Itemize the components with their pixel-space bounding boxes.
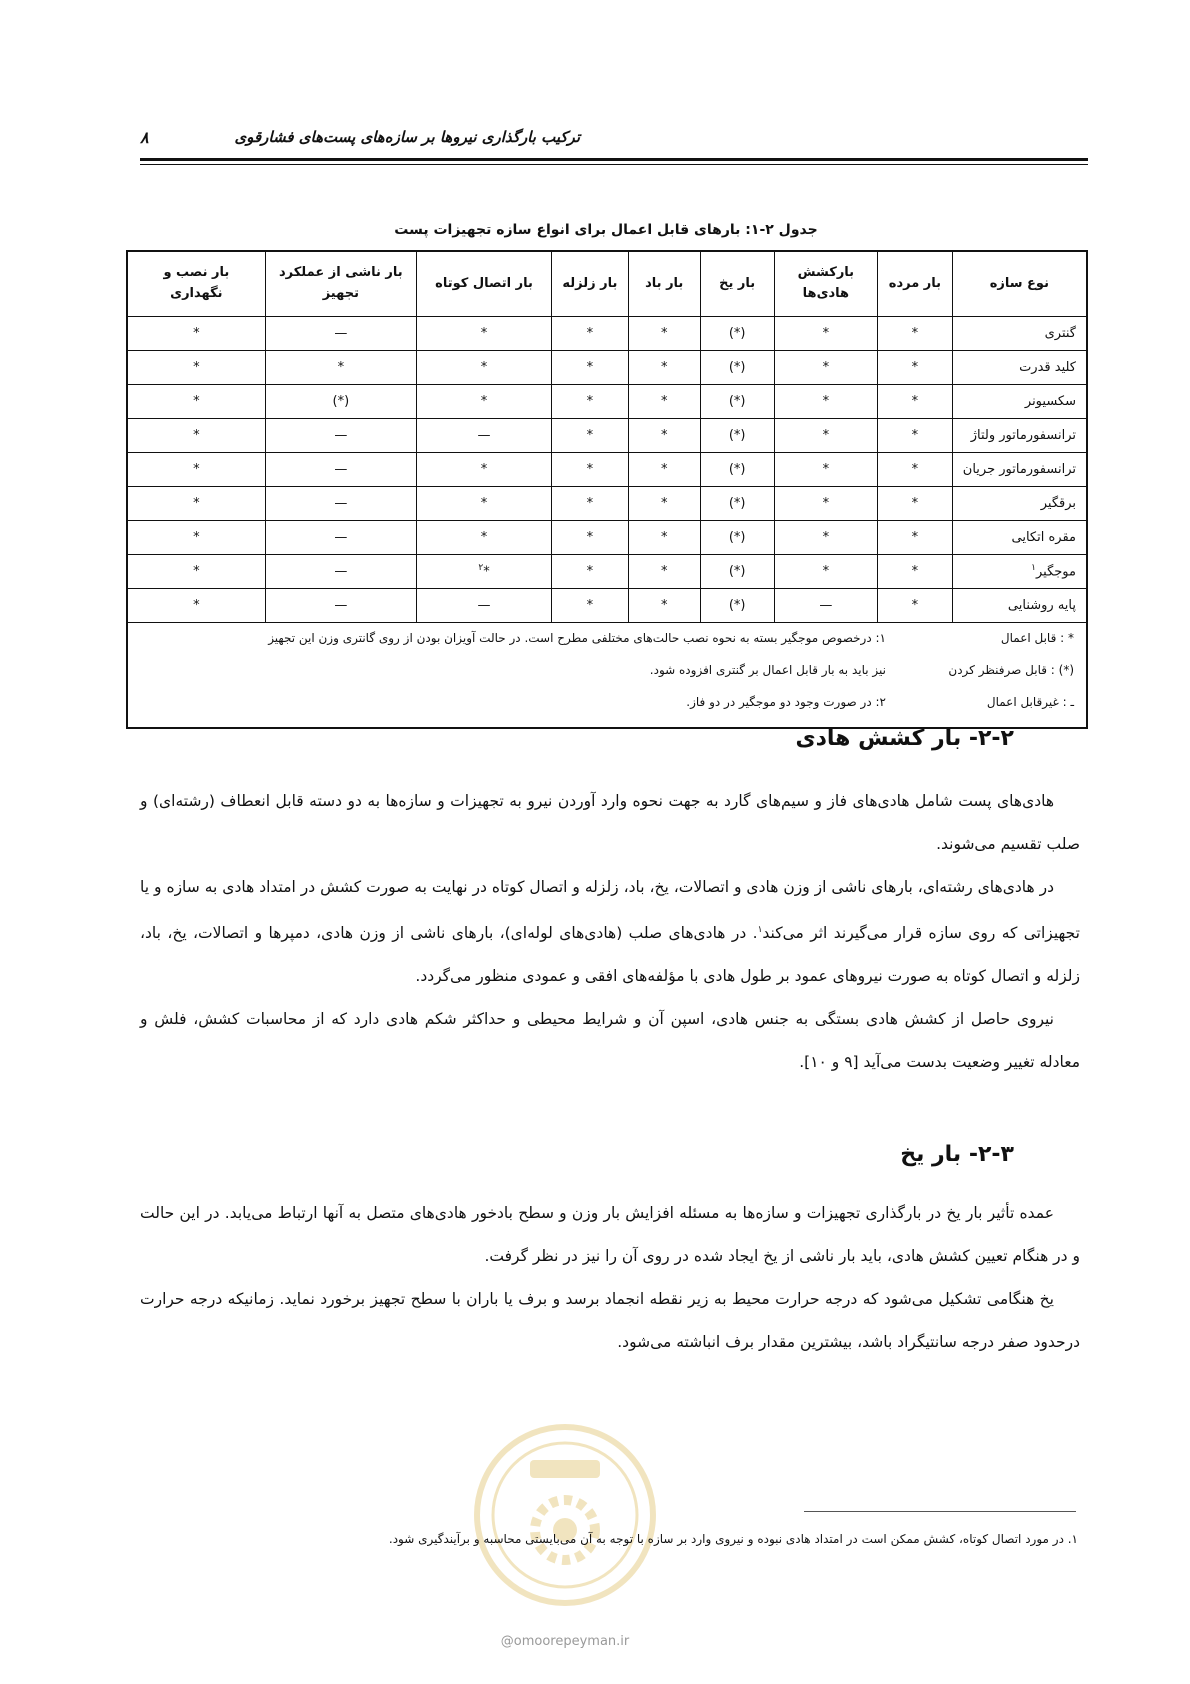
cell-dead: * [878, 453, 952, 487]
cell-wind: * [628, 555, 700, 589]
cell-short-circuit: * [416, 351, 551, 385]
cell-dead: * [878, 317, 952, 351]
paragraph: هادی‌های پست شامل هادی‌های فاز و سیم‌های گارد به جهت نحوه وارد آوردن نیرو به تجهیزات و سازه‌ها به دو دسته قابل انعطاف (رشته‌ای) و صلب تقسیم می‌شوند. [140, 792, 1080, 853]
row-name: پایه روشنایی [952, 589, 1087, 623]
cell-ice: (*) [700, 487, 774, 521]
table-row [127, 385, 1087, 419]
legend-block [128, 623, 1086, 727]
cell-seismic: * [552, 317, 629, 351]
paragraph: نیروی حاصل از کشش هادی بستگی به جنس هادی، اسپن آن و شرایط محیطی و حداکثر شکم هادی دارد که از محاسبات کشش، فلش و معادله تغییر وضعیت بدست می‌آید [۹ و ۱۰]. [140, 1010, 1080, 1072]
section-heading-2-3: ۲-۳- بار یخ [900, 1142, 1014, 1167]
row-name: مقره اتکایی [952, 521, 1087, 555]
table-header-row [127, 251, 1087, 317]
watermark-site: @omoorepeyman.ir [500, 1634, 630, 1649]
header-tension-load [774, 251, 878, 317]
header-short-circuit-load: بار اتصال کوتاه [416, 251, 551, 317]
running-header-title: ترکیب بارگذاری نیروها بر سازه‌های پست‌های فشارقوی [234, 128, 580, 146]
header-rule-thin [140, 164, 1088, 165]
cell-seismic: * [552, 555, 629, 589]
cell-short-circuit: * [416, 453, 551, 487]
table-caption: جدول ۲-۱: بارهای قابل اعمال برای انواع سازه تجهیزات پست [394, 222, 818, 238]
header-wind-load: بار باد [628, 251, 700, 317]
cell-tension: * [774, 555, 878, 589]
row-name-text: موجگیر [1036, 564, 1076, 580]
row-name [952, 555, 1087, 589]
cell-erection: * [127, 453, 265, 487]
cell-ice: (*) [700, 351, 774, 385]
cell-wind: * [628, 351, 700, 385]
header-erection-line1: بار نصب و [163, 265, 230, 281]
cell-seismic: * [552, 487, 629, 521]
cell-erection: * [127, 521, 265, 555]
table-row [127, 453, 1087, 487]
header-erection-line2: نگهداری [170, 286, 223, 301]
cell-short-circuit: * [416, 385, 551, 419]
paragraph [140, 866, 1080, 998]
cell-ice: (*) [700, 419, 774, 453]
row-name: برقگیر [952, 487, 1087, 521]
table-row [127, 487, 1087, 521]
cell-seismic: * [552, 351, 629, 385]
table-note-2: ۲: در صورت وجود دو موجگیر در دو فاز. [686, 695, 886, 709]
legend-negligible: (*) : قابل صرفنظر کردن [948, 663, 1074, 677]
cell-ice: (*) [700, 589, 774, 623]
cell-erection: * [127, 487, 265, 521]
gear-seal-icon [470, 1420, 660, 1610]
cell-wind: * [628, 419, 700, 453]
cell-short-circuit: * [416, 317, 551, 351]
section-2-3-body [140, 1192, 1080, 1364]
cell-seismic: * [552, 385, 629, 419]
cell-ice: (*) [700, 555, 774, 589]
header-tension-line2: هادی‌ها [802, 286, 850, 301]
cell-ice: (*) [700, 453, 774, 487]
table-row [127, 521, 1087, 555]
footnote-marker: ۲ [478, 563, 484, 574]
row-name: سکسیونر [952, 385, 1087, 419]
section-heading-2-2: ۲-۲- بار کشش هادی [795, 726, 1014, 751]
table-note-1-line1: ۱: درخصوص موجگیر بسته به نحوه نصب حالت‌های مختلفی مطرح است. در حالت آویزان بودن از روی گانتری وزن این تجهیز [268, 631, 886, 645]
row-name: کلید قدرت [952, 351, 1087, 385]
cell-seismic: * [552, 589, 629, 623]
cell-wind: * [628, 385, 700, 419]
table-note-1-line2: نیز باید به بار قابل اعمال بر گنتری افزوده شود. [649, 663, 886, 677]
cell-erection: * [127, 351, 265, 385]
cell-wind: * [628, 317, 700, 351]
cell-dead: * [878, 385, 952, 419]
cell-short-circuit: * [416, 521, 551, 555]
cell-tension: * [774, 487, 878, 521]
legend-not-applicable: ـ : غیرقابل اعمال [986, 695, 1074, 709]
footnote: ۱. در مورد اتصال کوتاه، کشش ممکن است در امتداد هادی نبوده و نیروی وارد بر سازه با توجه به آن می‌بایستی محاسبه و برآیندگیری شود. [388, 1532, 1078, 1546]
paragraph-part: . در هادی‌های صلب (هادی‌های لوله‌ای)، بارهای ناشی از وزن هادی، دمپرها و اتصالات، یخ، باد، زلزله و اتصال کوتاه به صورت نیروهای عمود بر طول هادی با مؤلفه‌های افقی و عمودی منظور می‌گردد. [140, 924, 1080, 986]
cell-dead: * [878, 521, 952, 555]
cell-wind: * [628, 521, 700, 555]
cell-wind: * [628, 589, 700, 623]
cell-operation: — [265, 453, 416, 487]
cell-dead: * [878, 351, 952, 385]
cell-wind: * [628, 487, 700, 521]
cell-wind: * [628, 453, 700, 487]
cell-erection: * [127, 317, 265, 351]
cell-tension: * [774, 351, 878, 385]
row-name: ترانسفورماتور جریان [952, 453, 1087, 487]
cell-tension: * [774, 419, 878, 453]
cell-short-text: * [483, 564, 490, 580]
page-number: ۸ [140, 128, 149, 147]
cell-dead: * [878, 555, 952, 589]
cell-dead: * [878, 589, 952, 623]
footnote-marker: ۱ [757, 925, 763, 935]
cell-tension: * [774, 521, 878, 555]
cell-tension: * [774, 453, 878, 487]
cell-dead: * [878, 419, 952, 453]
cell-operation: (*) [265, 385, 416, 419]
header-operation-line2: تجهیز [322, 286, 359, 301]
cell-operation: — [265, 555, 416, 589]
header-tension-line1: بارکشش [797, 265, 855, 281]
cell-erection: * [127, 555, 265, 589]
cell-short-circuit: * [416, 487, 551, 521]
cell-erection: * [127, 589, 265, 623]
cell-seismic: * [552, 453, 629, 487]
table-legend-row [127, 623, 1087, 729]
loads-table [126, 250, 1088, 729]
table-row [127, 317, 1087, 351]
cell-operation: * [265, 351, 416, 385]
table-row [127, 589, 1087, 623]
cell-erection: * [127, 385, 265, 419]
paragraph: عمده تأثیر بار یخ در بارگذاری تجهیزات و سازه‌ها به مسئله افزایش بار وزن و سطح بادخور هادی‌های متصل به آنها ارتباط می‌یابد. در این حالت و در هنگام تعیین کشش هادی، باید بار ناشی از یخ ایجاد شده در روی آن را نیز در نظر گرفت. [140, 1204, 1080, 1265]
row-name: گنتری [952, 317, 1087, 351]
cell-ice: (*) [700, 521, 774, 555]
header-operation-line1: بار ناشی از عملکرد [278, 265, 403, 281]
header-rule-thick [140, 158, 1088, 161]
row-name: ترانسفورماتور ولتاژ [952, 419, 1087, 453]
cell-short-circuit [416, 555, 551, 589]
paragraph-part: در هادی‌های رشته‌ای، بارهای ناشی از وزن هادی و اتصالات، یخ، باد، زلزله و اتصال کوتاه در نهایت به صورت کشش در امتداد هادی به سازه و یا تجهیزاتی که روی سازه قرار می‌گیرند اثر می‌کند [140, 878, 1080, 943]
header-seismic-load: بار زلزله [552, 251, 629, 317]
cell-operation: — [265, 521, 416, 555]
cell-operation: — [265, 317, 416, 351]
cell-dead: * [878, 487, 952, 521]
header-structure-type: نوع سازه [952, 251, 1087, 317]
cell-short-circuit: — [416, 419, 551, 453]
header-dead-load: بار مرده [878, 251, 952, 317]
cell-erection: * [127, 419, 265, 453]
cell-operation: — [265, 419, 416, 453]
legend-cell [127, 623, 1087, 729]
cell-operation: — [265, 487, 416, 521]
cell-short-circuit: — [416, 589, 551, 623]
section-2-2-body [140, 780, 1080, 1084]
cell-seismic: * [552, 419, 629, 453]
table-row [127, 555, 1087, 589]
cell-tension: * [774, 317, 878, 351]
cell-tension: * [774, 385, 878, 419]
cell-ice: (*) [700, 385, 774, 419]
table-row [127, 419, 1087, 453]
header-operation-load [265, 251, 416, 317]
footnote-rule [804, 1511, 1076, 1512]
legend-applicable: * : قابل اعمال [1000, 631, 1074, 645]
cell-ice: (*) [700, 317, 774, 351]
cell-operation: — [265, 589, 416, 623]
header-erection-load [127, 251, 265, 317]
cell-tension: — [774, 589, 878, 623]
paragraph: یخ هنگامی تشکیل می‌شود که درجه حرارت محیط به زیر نقطه انجماد برسد و برف یا باران با سطح تجهیز برخورد نماید. زمانیکه درجه حرارت درحدود صفر درجه سانتیگراد باشد، بیشترین مقدار برف انباشته می‌شود. [140, 1290, 1080, 1351]
cell-seismic: * [552, 521, 629, 555]
footnote-marker: ۱ [1031, 563, 1036, 574]
header-ice-load: بار یخ [700, 251, 774, 317]
table-row [127, 351, 1087, 385]
